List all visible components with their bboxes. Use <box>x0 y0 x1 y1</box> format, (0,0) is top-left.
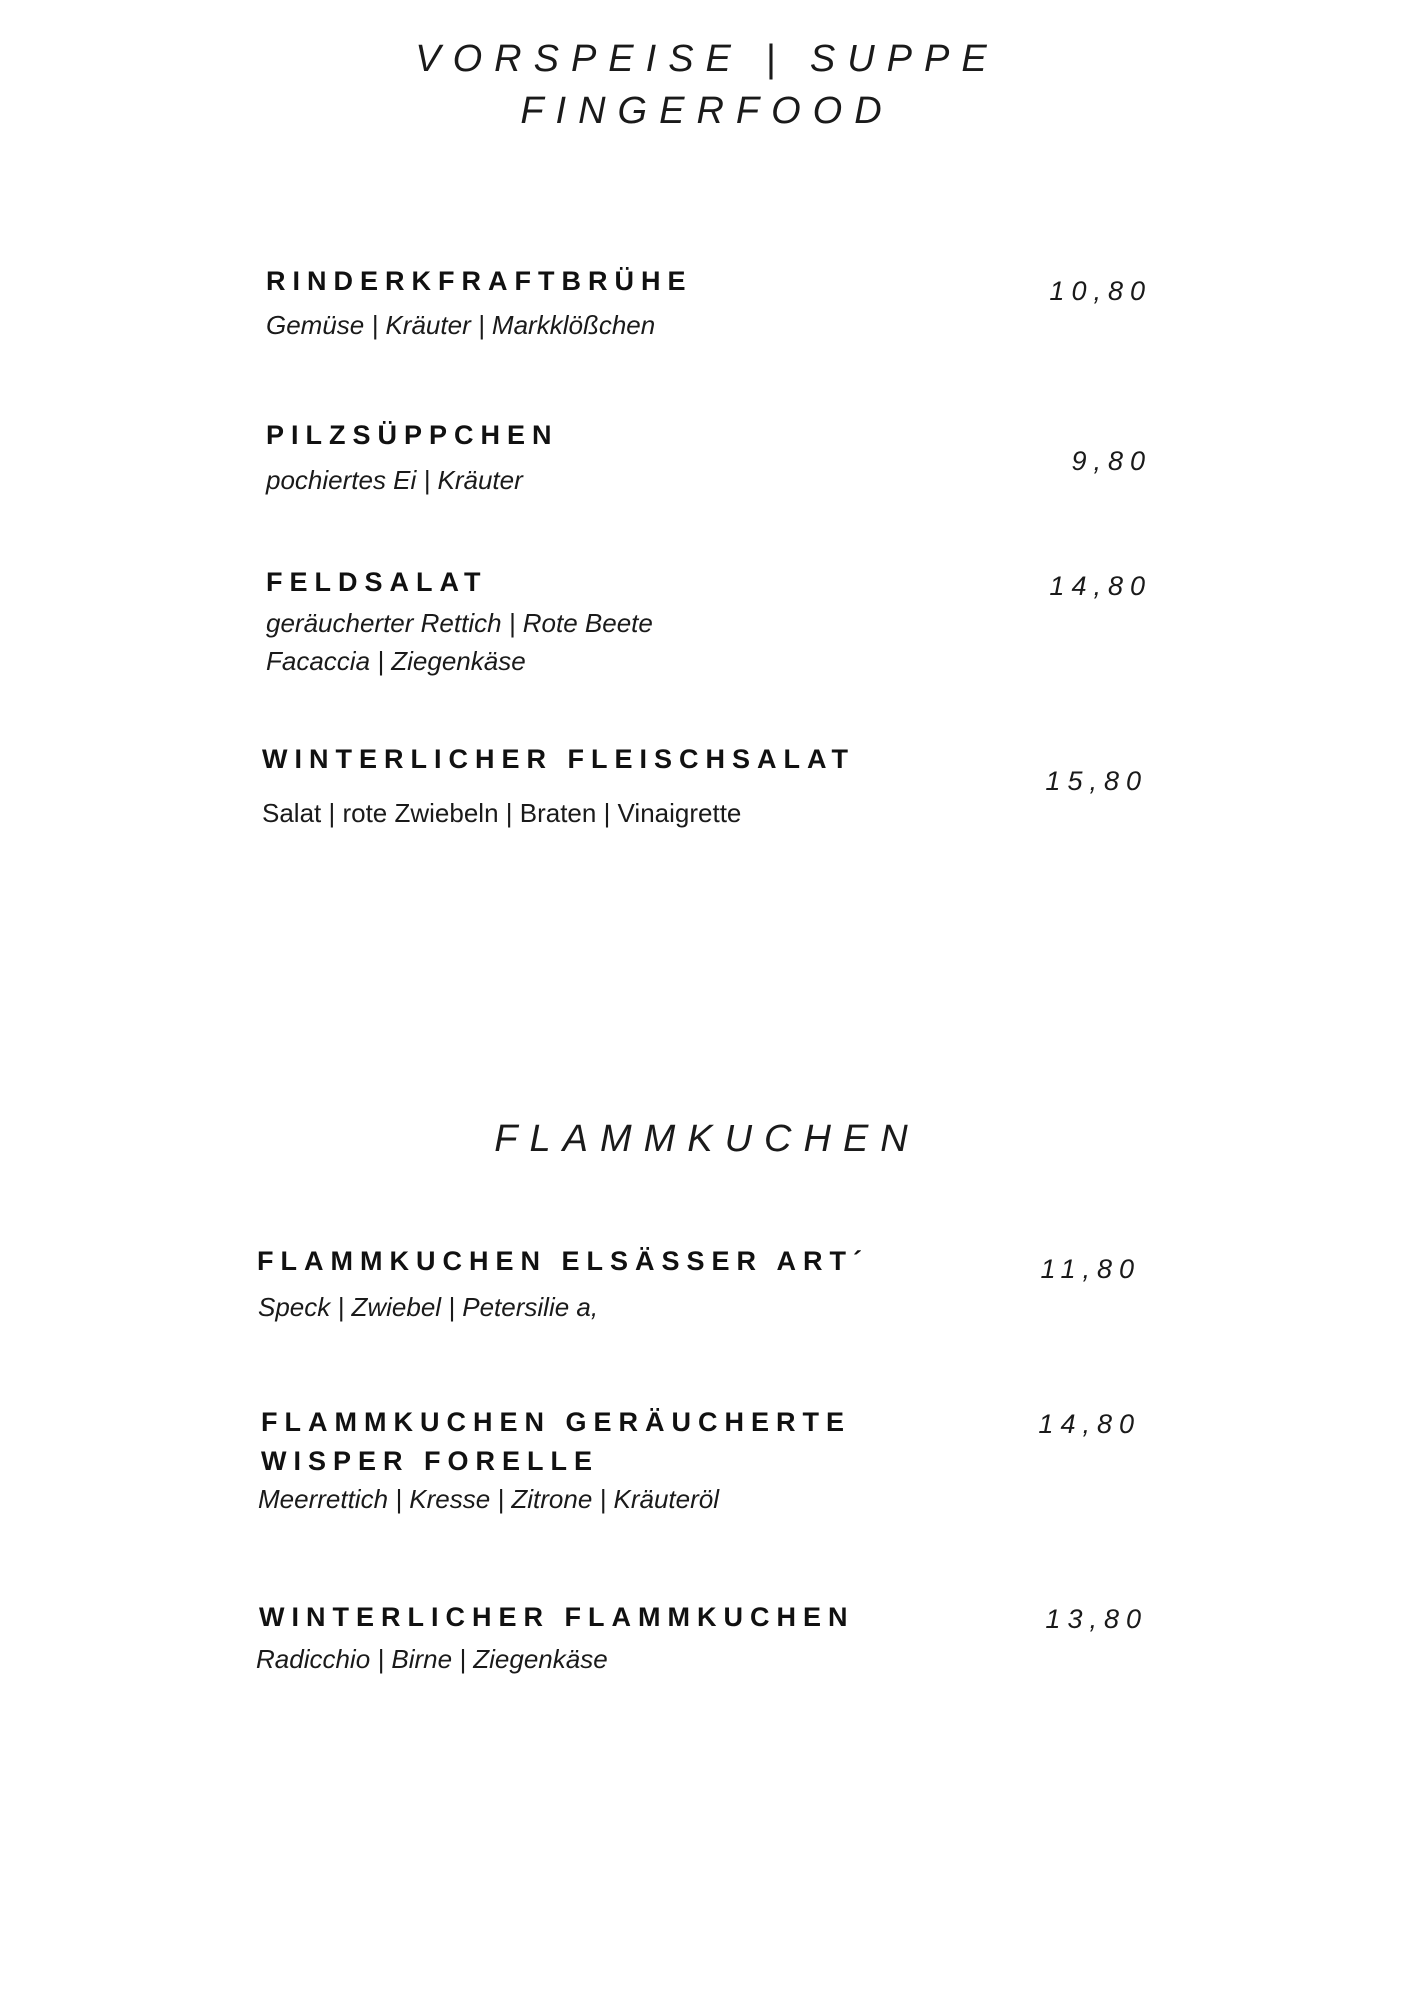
menu-item-price: 15,80 <box>1045 766 1148 796</box>
menu-item-description: Speck | Zwiebel | Petersilie a, <box>258 1292 599 1322</box>
menu-item-price: 11,80 <box>1040 1254 1141 1284</box>
menu-item-description: Meerrettich | Kresse | Zitrone | Kräuteröl <box>258 1484 719 1514</box>
menu-item-description: pochiertes Ei | Kräuter <box>266 465 523 495</box>
menu-item-name: WINTERLICHER FLEISCHSALAT <box>262 744 855 774</box>
menu-item-description: Gemüse | Kräuter | Markklößchen <box>266 310 656 340</box>
section-title-flammkuchen: FLAMMKUCHEN <box>494 1118 920 1160</box>
menu-item-price: 13,80 <box>1045 1604 1148 1634</box>
menu-item-name: FLAMMKUCHEN ELSÄSSER ART´ <box>257 1246 869 1276</box>
menu-item-name: FLAMMKUCHEN GERÄUCHERTE <box>261 1407 851 1437</box>
menu-item-description: Salat | rote Zwiebeln | Braten | Vinaigrette <box>262 798 742 828</box>
section-subtitle-fingerfood: FINGERFOOD <box>520 90 894 132</box>
section-title-vorspeise: VORSPEISE | SUPPE <box>415 38 999 80</box>
menu-item-name: WISPER FORELLE <box>261 1446 600 1476</box>
menu-item-price: 14,80 <box>1049 571 1152 601</box>
menu-item-name: WINTERLICHER FLAMMKUCHEN <box>259 1602 855 1632</box>
menu-item-price: 9,80 <box>1071 446 1152 476</box>
menu-item-name: RINDERKFRAFTBRÜHE <box>266 266 693 296</box>
menu-item-name: FELDSALAT <box>266 567 488 597</box>
menu-item-description: Facaccia | Ziegenkäse <box>266 646 526 676</box>
menu-item-price: 14,80 <box>1038 1409 1141 1439</box>
menu-item-price: 10,80 <box>1049 276 1152 306</box>
menu-item-description: geräucherter Rettich | Rote Beete <box>266 608 653 638</box>
menu-item-description: Radicchio | Birne | Ziegenkäse <box>256 1644 608 1674</box>
menu-item-name: PILZSÜPPCHEN <box>266 420 559 450</box>
